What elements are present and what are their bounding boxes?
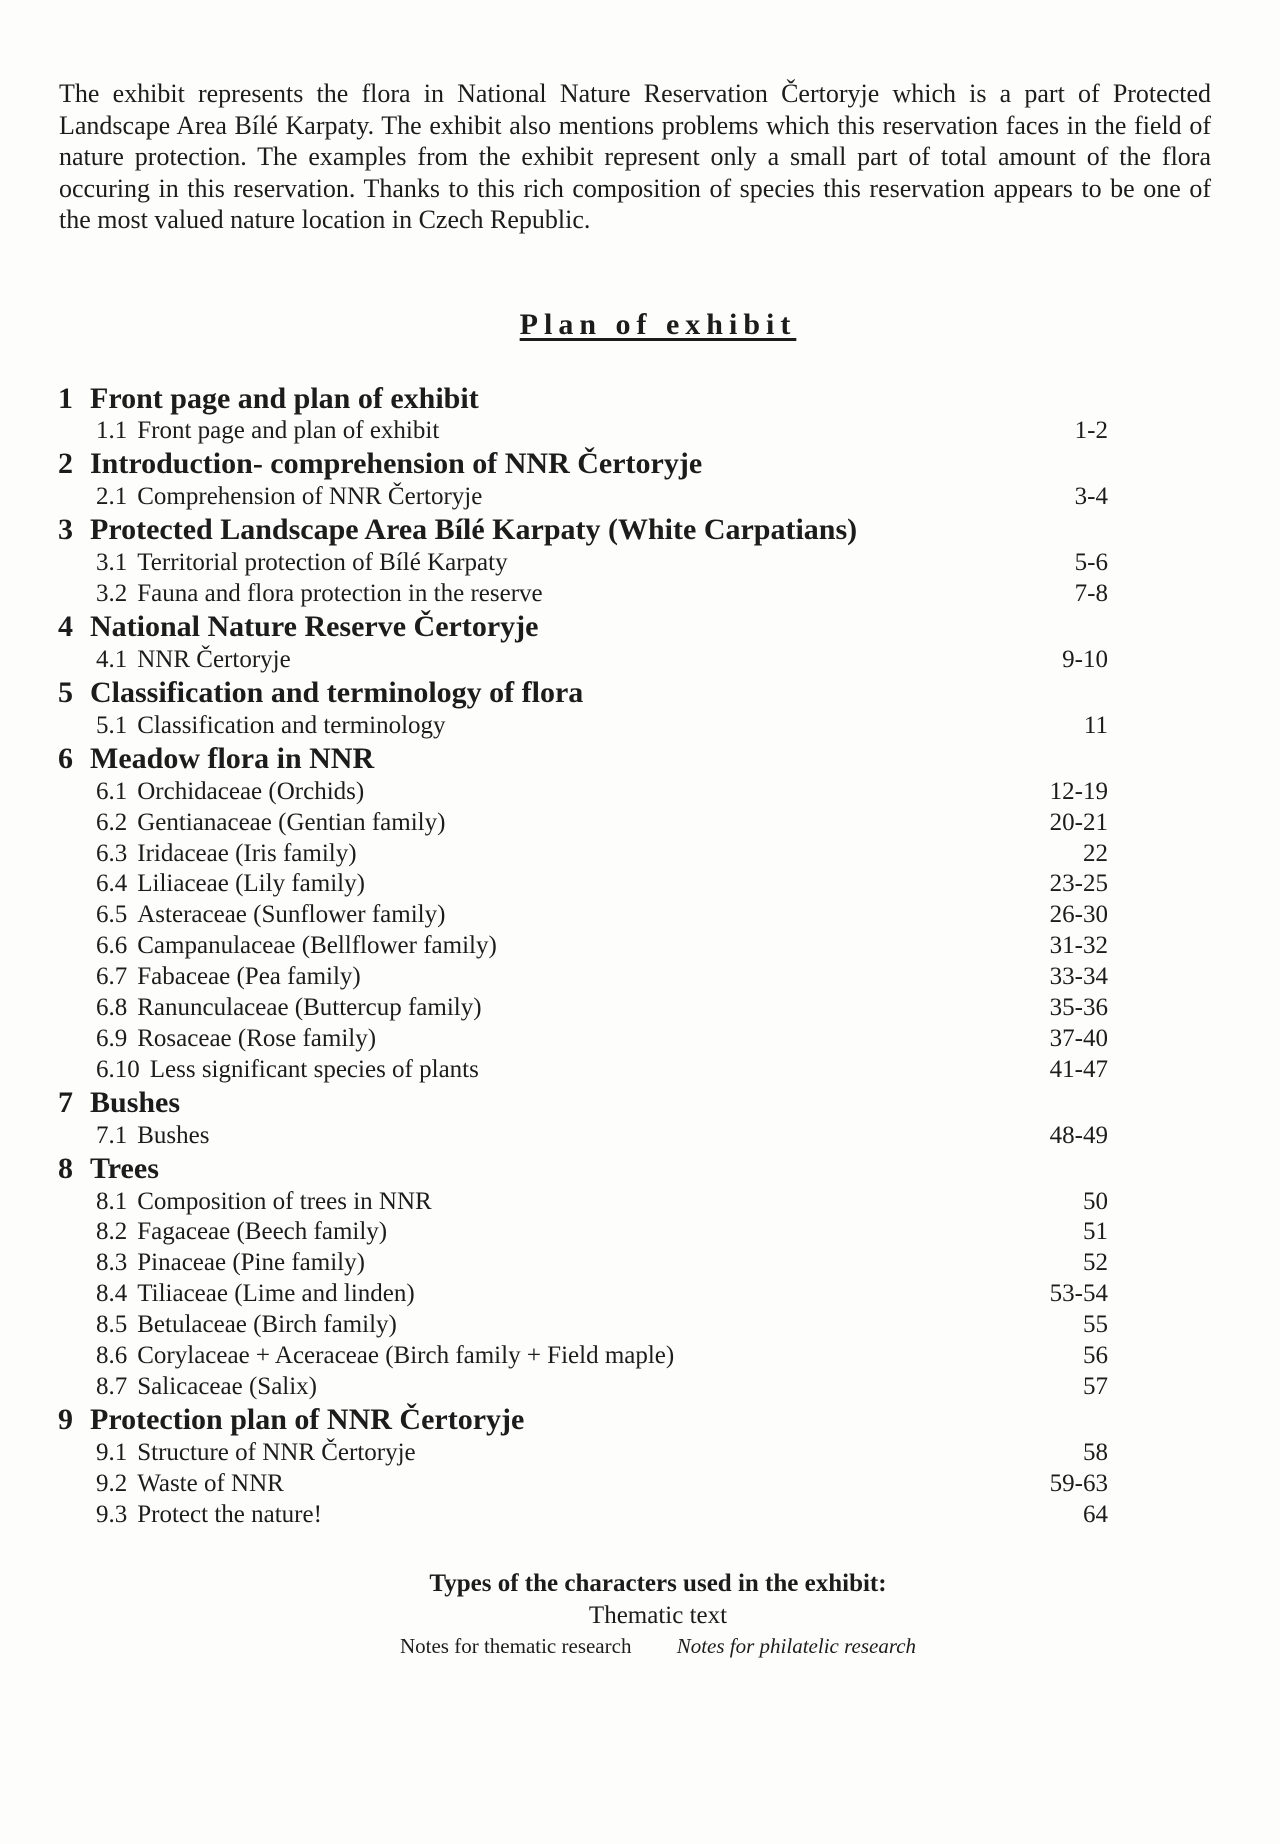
toc-item-title: Composition of trees in NNR [137, 1187, 432, 1215]
toc-item-title: Fagaceae (Beech family) [137, 1218, 388, 1246]
toc-item-number: 7.1 [96, 1121, 128, 1149]
toc-item-number: 2.1 [96, 483, 128, 511]
toc-item-pages: 1-2 [1074, 417, 1108, 445]
toc-item [58, 1023, 1108, 1054]
legend [0, 1567, 1280, 1661]
toc-item-number: 9.2 [96, 1469, 128, 1497]
toc-item-number: 4.1 [96, 646, 128, 673]
toc-item-title: Rosaceae (Rose family) [137, 1024, 377, 1052]
toc-item-number: 6.2 [96, 808, 128, 836]
toc-item-title: Territorial protection of Bílé Karpaty [137, 549, 508, 577]
toc-item [58, 1217, 1108, 1248]
toc-item-pages: 41-47 [1049, 1055, 1108, 1083]
toc-item-pages: 50 [1083, 1187, 1108, 1215]
toc-item-number: 3.1 [96, 549, 128, 577]
toc-item-number: 9.1 [96, 1438, 128, 1466]
toc-item-title: Waste of NNR [137, 1469, 284, 1497]
toc-item-pages: 52 [1083, 1249, 1108, 1277]
toc-item-pages: 23-25 [1049, 870, 1108, 898]
toc-item-title: Salicaceae (Salix) [137, 1372, 318, 1400]
toc-item-number: 8.1 [96, 1187, 128, 1215]
toc-item [58, 1310, 1108, 1341]
toc-item [58, 1371, 1108, 1402]
toc-item-title: Fabaceae (Pea family) [137, 963, 361, 991]
toc-item-pages: 37-40 [1049, 1024, 1108, 1052]
toc-item-pages: 56 [1083, 1342, 1108, 1370]
toc-item-title: Ranunculaceae (Buttercup family) [137, 994, 482, 1022]
toc-item-title: Pinaceae (Pine family) [137, 1249, 365, 1277]
toc-item-pages: 51 [1083, 1218, 1108, 1246]
toc-item-pages: 9-10 [1062, 646, 1108, 673]
toc-item [58, 900, 1108, 931]
toc-item [58, 645, 1108, 676]
toc-item-title: Less significant species of plants [149, 1055, 479, 1083]
toc-section-number: 9 [58, 1402, 73, 1436]
toc-section-title: Protected Landscape Area Bílé Karpaty (White Carpatians) [90, 513, 858, 547]
legend-title: Types of the characters used in the exhibit: [429, 1570, 887, 1597]
toc-item [58, 579, 1108, 610]
toc-item-pages: 57 [1083, 1372, 1108, 1400]
toc-item [58, 838, 1108, 869]
toc-item-pages: 59-63 [1049, 1469, 1108, 1497]
toc-section-title: Trees [90, 1151, 159, 1185]
toc-item-number: 8.2 [96, 1218, 128, 1246]
toc-section [58, 513, 1108, 548]
toc-item-title: Structure of NNR Čertoryje [137, 1438, 416, 1466]
toc-section-number: 2 [58, 447, 73, 481]
toc-item-number: 6.4 [96, 870, 128, 898]
toc-section-number: 8 [58, 1151, 73, 1185]
toc-section-title: Meadow flora in NNR [90, 741, 375, 775]
toc-section [58, 1402, 1108, 1437]
toc-item-title: Betulaceae (Birch family) [137, 1311, 397, 1339]
legend-thematic-text: Thematic text [588, 1602, 728, 1629]
toc-item [58, 931, 1108, 962]
legend-notes-row [0, 1631, 1280, 1661]
toc-item-title: Tiliaceae (Lime and linden) [137, 1280, 415, 1308]
toc-section-number: 6 [58, 741, 73, 775]
toc-section [58, 447, 1108, 482]
toc-item [58, 1248, 1108, 1279]
toc-item-title: Orchidaceae (Orchids) [137, 777, 365, 805]
toc-item-number: 6.10 [96, 1055, 140, 1083]
toc-item [58, 1054, 1108, 1085]
toc-section-title: National Nature Reserve Čertoryje [90, 610, 539, 644]
toc-item-number: 6.7 [96, 963, 128, 991]
toc-item [58, 1468, 1108, 1499]
toc-item-pages: 31-32 [1049, 932, 1108, 960]
toc-item-title: Corylaceae + Aceraceae (Birch family + Field maple) [137, 1342, 675, 1370]
toc-item [58, 1437, 1108, 1468]
toc-item [58, 1279, 1108, 1310]
toc-item [58, 962, 1108, 993]
toc-item-number: 3.2 [96, 580, 128, 608]
toc-item-pages: 55 [1083, 1311, 1108, 1339]
toc-section [58, 1151, 1108, 1186]
toc-item-number: 1.1 [96, 417, 128, 445]
toc-item-pages: 3-4 [1074, 483, 1108, 511]
legend-notes-philatelic: Notes for philatelic research [676, 1634, 917, 1658]
toc-section-title: Bushes [90, 1085, 181, 1119]
toc-item-title: Classification and terminology [137, 711, 446, 739]
toc-item [58, 807, 1108, 838]
toc-item [58, 416, 1108, 447]
toc-item [58, 1341, 1108, 1372]
toc-item-pages: 48-49 [1049, 1121, 1108, 1149]
toc-item-number: 6.1 [96, 777, 128, 805]
toc-item [58, 482, 1108, 513]
toc-item-number: 8.5 [96, 1311, 128, 1339]
toc-section [58, 1085, 1108, 1120]
toc-item-title: Comprehension of NNR Čertoryje [137, 483, 483, 511]
toc-item-number: 6.6 [96, 932, 128, 960]
table-of-contents [58, 381, 1108, 1530]
toc-section [58, 675, 1108, 710]
toc-item-title: Iridaceae (Iris family) [137, 839, 357, 867]
toc-section-number: 1 [58, 381, 73, 415]
toc-item-title: Bushes [137, 1121, 210, 1149]
toc-item-title: Fauna and flora protection in the reserve [137, 580, 543, 608]
toc-item [58, 1499, 1108, 1530]
toc-item [58, 710, 1108, 741]
toc-item [58, 776, 1108, 807]
toc-section [58, 610, 1108, 645]
toc-item-title: NNR Čertoryje [137, 646, 291, 673]
toc-section-number: 7 [58, 1085, 73, 1119]
toc-item-pages: 22 [1083, 839, 1108, 867]
toc-section-title: Protection plan of NNR Čertoryje [90, 1402, 525, 1436]
toc-item-number: 6.3 [96, 839, 128, 867]
toc-item-pages: 20-21 [1049, 808, 1108, 836]
toc-item-pages: 7-8 [1074, 580, 1108, 608]
toc-section-number: 4 [58, 610, 73, 644]
toc-item-pages: 11 [1083, 711, 1108, 739]
toc-section-title: Front page and plan of exhibit [90, 381, 479, 415]
toc-item [58, 1186, 1108, 1217]
toc-section [58, 381, 1108, 416]
intro-paragraph: The exhibit represents the flora in National Nature Reservation Čertoryje which is a part of Protected Landscape Area Bílé Karpaty. The exhibit also mentions problems which this reservation faces in the field of nature protection. The examples from the exhibit represent only a small part of total amount of the flora occuring in this reservation. Thanks to this rich composition of species this reservation appears to be one of the most valued nature location in Czech Republic. [59, 79, 1211, 235]
plan-title: Plan of exhibit [519, 308, 797, 341]
toc-item-title: Front page and plan of exhibit [137, 417, 440, 445]
toc-item-pages: 53-54 [1049, 1280, 1108, 1308]
toc-item-title: Protect the nature! [137, 1500, 322, 1528]
toc-item-pages: 26-30 [1049, 901, 1108, 929]
toc-item-pages: 58 [1083, 1438, 1108, 1466]
toc-item-title: Asteraceae (Sunflower family) [137, 901, 446, 929]
toc-item-number: 8.7 [96, 1372, 128, 1400]
toc-item-number: 6.5 [96, 901, 128, 929]
toc-item-title: Gentianaceae (Gentian family) [137, 808, 446, 836]
toc-item-pages: 5-6 [1074, 549, 1108, 577]
toc-item [58, 993, 1108, 1024]
toc-item-number: 8.4 [96, 1280, 128, 1308]
toc-item-number: 6.9 [96, 1024, 128, 1052]
toc-item-number: 9.3 [96, 1500, 128, 1528]
toc-item-title: Liliaceae (Lily family) [137, 870, 365, 898]
toc-item-number: 8.6 [96, 1342, 128, 1370]
legend-notes-thematic: Notes for thematic research [399, 1634, 632, 1658]
toc-section-title: Classification and terminology of flora [90, 675, 584, 709]
toc-item [58, 1120, 1108, 1151]
toc-item-pages: 33-34 [1049, 963, 1108, 991]
toc-item-title: Campanulaceae (Bellflower family) [137, 932, 497, 960]
toc-section-title: Introduction- comprehension of NNR Čertoryje [90, 447, 703, 481]
toc-item [58, 548, 1108, 579]
toc-item-number: 8.3 [96, 1249, 128, 1277]
toc-item-number: 6.8 [96, 994, 128, 1022]
toc-item-pages: 64 [1083, 1500, 1108, 1528]
toc-section-number: 5 [58, 675, 73, 709]
toc-item [58, 869, 1108, 900]
toc-item-number: 5.1 [96, 711, 128, 739]
toc-section [58, 741, 1108, 776]
toc-item-pages: 12-19 [1049, 777, 1108, 805]
toc-item-pages: 35-36 [1049, 994, 1108, 1022]
toc-section-number: 3 [58, 513, 73, 547]
